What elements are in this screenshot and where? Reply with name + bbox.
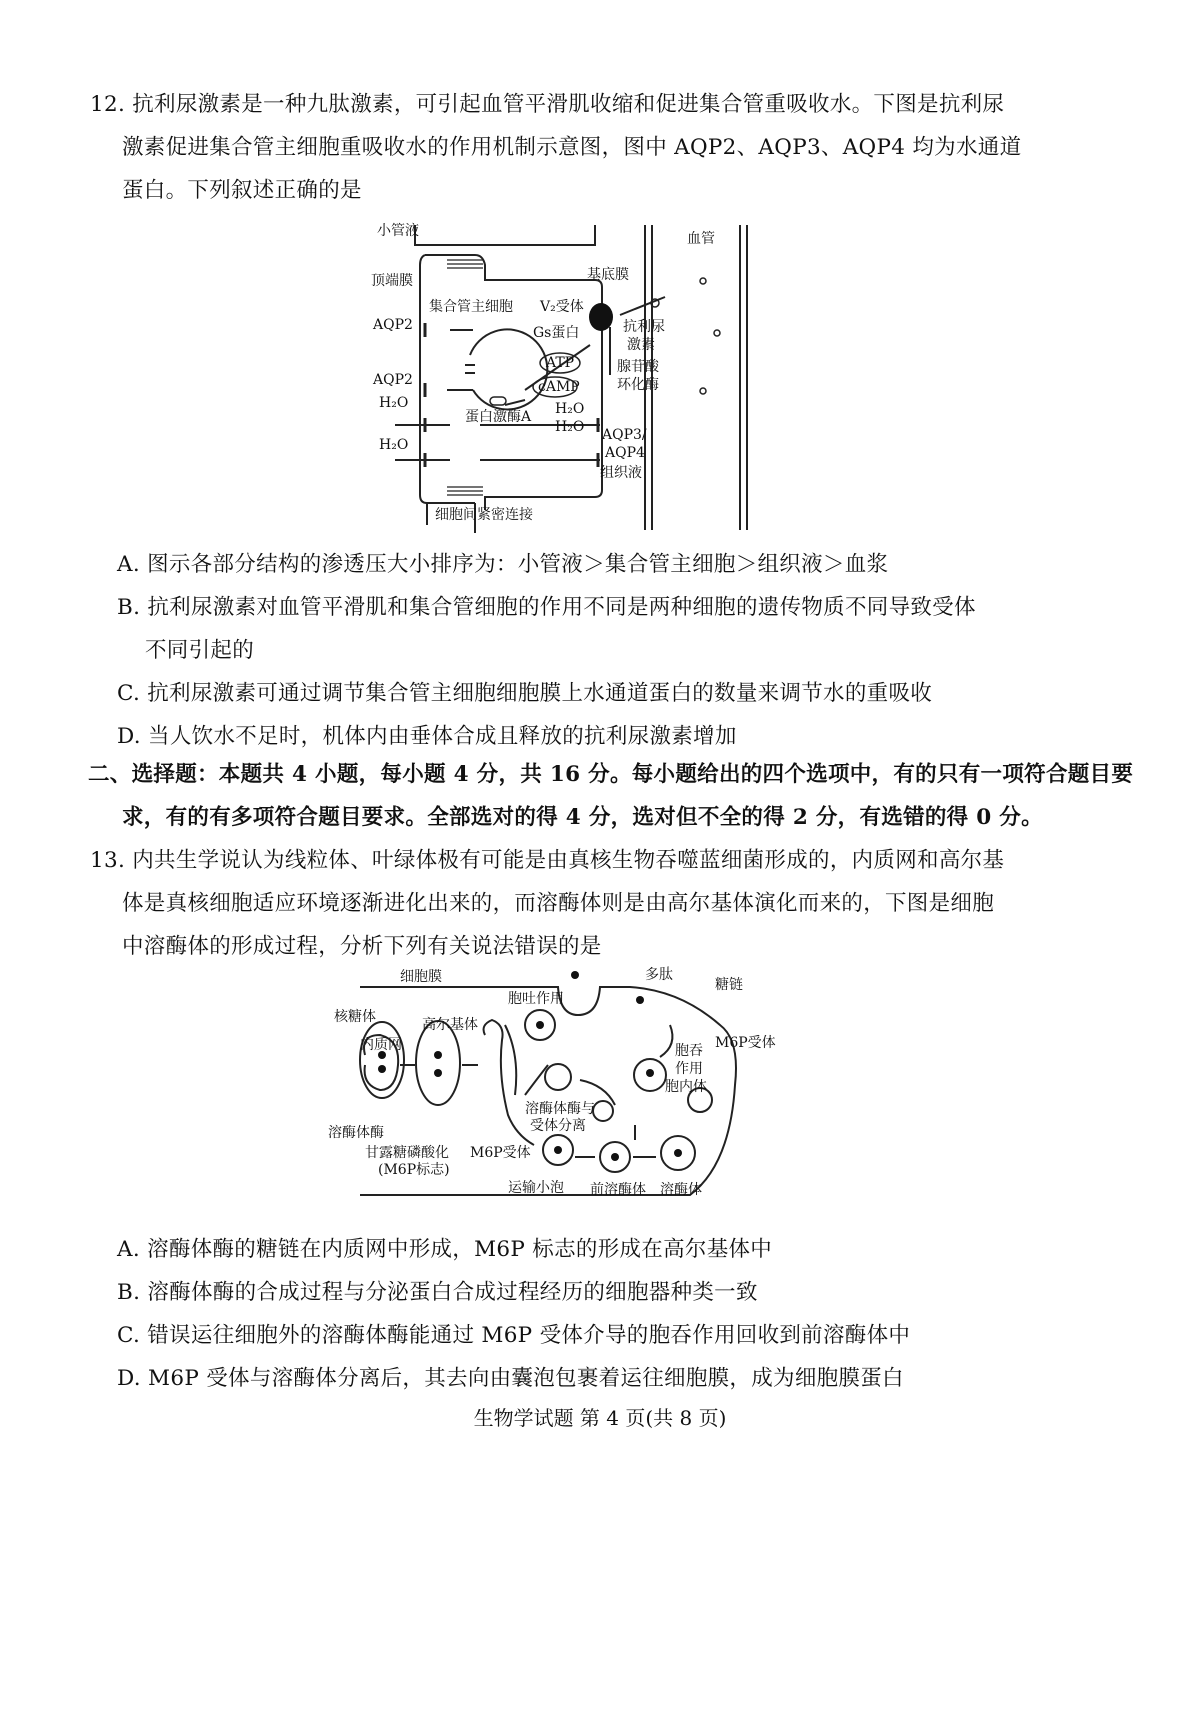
fig12-label-tubule-fluid: 小管液 xyxy=(377,223,419,239)
fig12-label-h2o-r2: H₂O xyxy=(555,419,585,435)
q13-option-b: B. 溶酶体酶的合成过程与分泌蛋白合成过程经历的细胞器种类一致 xyxy=(117,1280,758,1305)
q12-option-d: D. 当人饮水不足时，机体内由垂体合成且释放的抗利尿激素增加 xyxy=(117,724,737,749)
q13-option-a: A. 溶酶体酶的糖链在内质网中形成，M6P 标志的形成在高尔基体中 xyxy=(117,1237,773,1262)
fig12-label-adenylyl-2: 环化酶 xyxy=(617,377,659,393)
fig12-label-aqp34-1: AQP3/ xyxy=(602,427,647,443)
fig13-label-endocytosis-2: 作用 xyxy=(675,1061,703,1077)
q12-option-b-cont: 不同引起的 xyxy=(145,638,255,663)
fig12-label-h2o-r1: H₂O xyxy=(555,401,585,417)
fig13-label-endosome: 胞内体 xyxy=(665,1079,707,1095)
fig13-label-separation-2: 受体分离 xyxy=(530,1118,586,1134)
fig13-label-m6p-receptor-left: M6P受体 xyxy=(470,1145,531,1161)
fig13-label-cell-membrane: 细胞膜 xyxy=(400,969,442,985)
section2-instructions-line-1: 二、选择题：本题共 4 小题，每小题 4 分，共 16 分。每小题给出的四个选项中，有的只有一项符合题目要 xyxy=(88,762,1134,787)
q12-figure-drawing xyxy=(365,215,785,535)
fig13-label-m6p-receptor-right: M6P受体 xyxy=(715,1035,776,1051)
fig12-label-blood-vessel: 血管 xyxy=(687,231,715,247)
fig12-label-basement-membrane: 基底膜 xyxy=(587,267,629,283)
fig12-label-atp: ATP xyxy=(546,355,575,371)
fig12-label-adenylyl-1: 腺苷酸 xyxy=(617,359,659,375)
q12-stem-line-1: 12. 抗利尿激素是一种九肽激素，可引起血管平滑肌收缩和促进集合管重吸收水。下图是抗利尿 xyxy=(90,92,1005,117)
fig13-label-polypeptide: 多肽 xyxy=(645,967,673,983)
q12-option-c: C. 抗利尿激素可通过调节集合管主细胞细胞膜上水通道蛋白的数量来调节水的重吸收 xyxy=(117,681,933,706)
fig12-label-tight-junction: 细胞间紧密连接 xyxy=(435,507,533,523)
fig12-label-h2o-2: H₂O xyxy=(379,437,409,453)
fig13-label-endocytosis-1: 胞吞 xyxy=(675,1043,703,1059)
q13-stem-line-3: 中溶酶体的形成过程，分析下列有关说法错误的是 xyxy=(122,934,602,959)
fig13-label-sugar-chain: 糖链 xyxy=(715,977,743,993)
q13-option-d: D. M6P 受体与溶酶体分离后，其去向由囊泡包裹着运往细胞膜，成为细胞膜蛋白 xyxy=(117,1366,904,1391)
q13-option-c: C. 错误运往细胞外的溶酶体酶能通过 M6P 受体介导的胞吞作用回收到前溶酶体中 xyxy=(117,1323,911,1348)
fig12-label-aqp2-b: AQP2 xyxy=(373,372,413,388)
fig12-label-h2o-1: H₂O xyxy=(379,395,409,411)
fig13-label-lysosome: 溶酶体 xyxy=(660,1182,702,1198)
fig12-label-apical-membrane: 顶端膜 xyxy=(371,273,413,289)
q12-figure xyxy=(365,215,785,535)
q13-stem-line-2: 体是真核细胞适应环境逐渐进化出来的，而溶酶体则是由高尔基体演化而来的，下图是细胞 xyxy=(122,891,995,916)
fig12-label-tissue-fluid: 组织液 xyxy=(600,465,642,481)
fig12-label-adh-2: 激素 xyxy=(627,337,655,353)
q12-option-b: B. 抗利尿激素对血管平滑肌和集合管细胞的作用不同是两种细胞的遗传物质不同导致受体 xyxy=(117,595,976,620)
fig13-label-separation-1: 溶酶体酶与 xyxy=(525,1101,595,1117)
fig12-label-gs-protein: Gs蛋白 xyxy=(533,325,580,341)
q13-figure xyxy=(320,965,800,1210)
fig13-label-m6p-tag: (M6P标志) xyxy=(378,1162,450,1178)
fig12-label-principal-cell: 集合管主细胞 xyxy=(429,299,513,315)
fig13-label-exocytosis: 胞吐作用 xyxy=(508,991,564,1007)
fig12-label-aqp2-a: AQP2 xyxy=(373,317,413,333)
q12-stem-line-2: 激素促进集合管主细胞重吸收水的作用机制示意图，图中 AQP2、AQP3、AQP4 均为水通道 xyxy=(122,135,1022,160)
fig12-label-aqp34-2: AQP4 xyxy=(605,445,645,461)
fig13-label-mannose-phosphorylation: 甘露糖磷酸化 xyxy=(365,1145,449,1161)
fig13-label-golgi: 高尔基体 xyxy=(422,1017,478,1033)
fig13-label-transport-vesicle: 运输小泡 xyxy=(508,1180,564,1196)
fig12-label-adh-1: 抗利尿 xyxy=(623,319,665,335)
fig12-label-pka: 蛋白激酶A xyxy=(465,409,532,425)
fig13-label-lysosomal-enzyme: 溶酶体酶 xyxy=(328,1125,384,1141)
q13-stem-line-1: 13. 内共生学说认为线粒体、叶绿体极有可能是由真核生物吞噬蓝细菌形成的，内质网和高尔基 xyxy=(90,848,1005,873)
q12-stem-line-3: 蛋白。下列叙述正确的是 xyxy=(122,178,362,203)
fig12-label-camp: cAMP xyxy=(538,379,580,395)
fig13-label-pre-lysosome: 前溶酶体 xyxy=(590,1182,646,1198)
page-footer: 生物学试题 第 4 页(共 8 页) xyxy=(473,1406,727,1430)
fig13-label-er: 内质网 xyxy=(360,1037,402,1053)
q12-option-a: A. 图示各部分结构的渗透压大小排序为：小管液＞集合管主细胞＞组织液＞血浆 xyxy=(117,552,889,577)
section2-instructions-line-2: 求，有的有多项符合题目要求。全部选对的得 4 分，选对但不全的得 2 分，有选错的得 0 分。 xyxy=(122,805,1043,830)
fig13-label-ribosome: 核糖体 xyxy=(334,1009,376,1025)
fig12-label-v2-receptor: V₂受体 xyxy=(540,299,584,315)
